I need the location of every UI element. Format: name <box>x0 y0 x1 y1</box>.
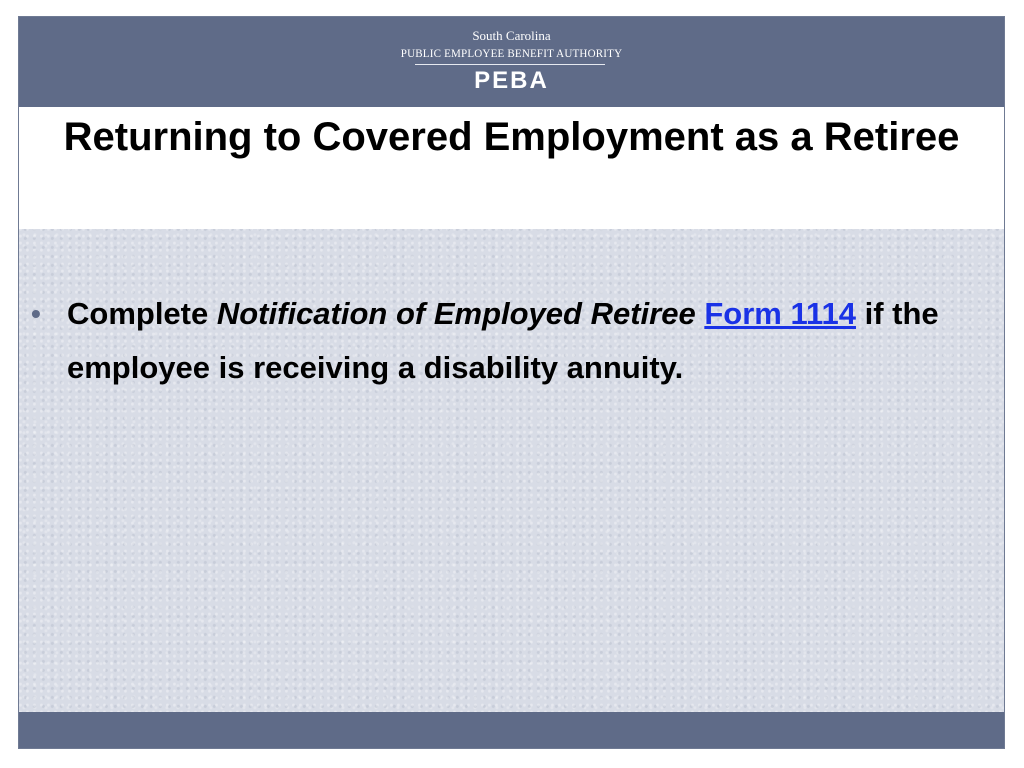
slide-title: Returning to Covered Employment as a Retiree <box>63 115 960 159</box>
slide <box>18 16 1005 749</box>
peba-logo <box>19 17 1004 107</box>
bullet-tail: if the employee is receiving a disability annuity. <box>67 296 939 385</box>
form-name: Notification of Employed Retiree <box>216 296 696 331</box>
bullet-item <box>27 287 987 395</box>
bullet-icon: • <box>31 298 41 329</box>
form-1114-link[interactable]: Form 1114 <box>704 296 856 331</box>
bullet-lead: Complete <box>67 296 217 331</box>
logo-agency-name: PUBLIC EMPLOYEE BENEFIT AUTHORITY <box>400 46 623 60</box>
slide-content <box>27 287 987 395</box>
logo-state: South Carolina <box>472 28 551 43</box>
logo-mark: PEBA <box>474 67 549 94</box>
footer-band <box>19 712 1004 748</box>
logo-divider <box>415 64 605 65</box>
